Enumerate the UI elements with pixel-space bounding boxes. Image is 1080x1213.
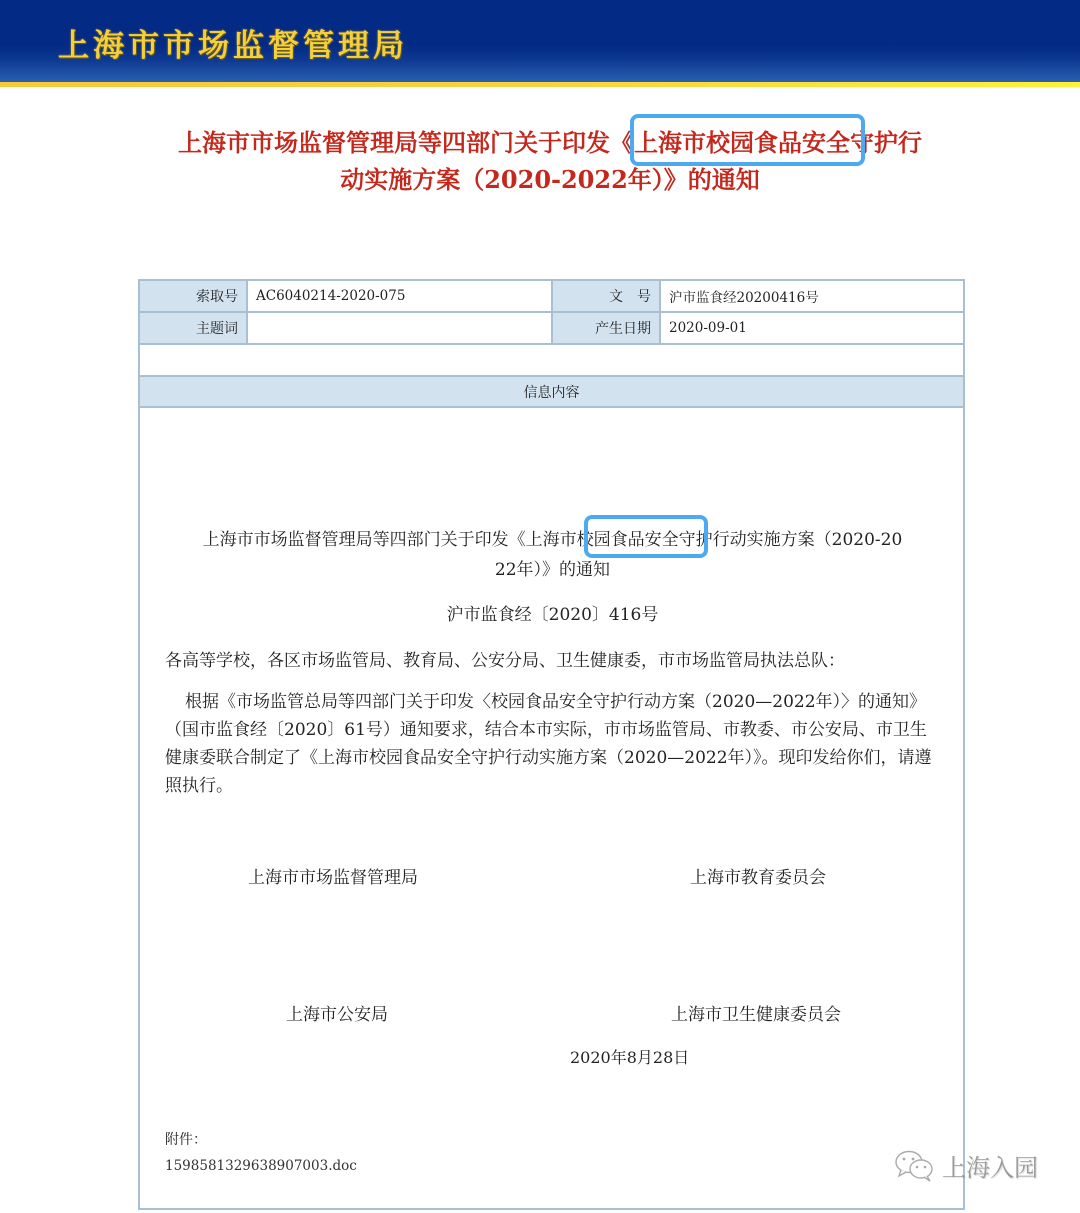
table-row <box>140 281 963 313</box>
value-created-date: 2020-09-01 <box>669 320 747 336</box>
document-recipients: 各高等学校，各区市场监管局、教育局、公安分局、卫生健康委，市市场监管局执法总队： <box>165 651 845 671</box>
label-index-number: 索取号 <box>140 281 248 311</box>
signer-education-commission: 上海市教育委员会 <box>690 868 826 888</box>
wechat-watermark <box>894 1148 1038 1183</box>
label-created-date: 产生日期 <box>553 313 661 343</box>
value-doc-number: 沪市监食经20200416号 <box>669 290 819 306</box>
label-keywords: 主题词 <box>140 313 248 343</box>
section-header-info-content: 信息内容 <box>140 377 963 406</box>
attachment-label: 附件： <box>165 1132 207 1148</box>
signer-market-regulation: 上海市市场监督管理局 <box>248 868 418 888</box>
banner-divider <box>0 82 1080 87</box>
document-number: 沪市监食经〔2020〕416号 <box>446 605 659 625</box>
document-body: 根据《市场监管总局等四部门关于印发〈校园食品安全守护行动方案（2020—2022年）〉的通知》（国市监食经〔2020〕61号）通知要求，结合本市实际，市市场监管局、市教委、市公安局、市卫生健康委联合制定了《上海市校园食品安全守护行动实施方案（2020—2022年）》。现印发给你们，请遵照执行。 <box>165 692 932 796</box>
value-keywords <box>248 313 553 343</box>
document-heading <box>165 525 940 585</box>
value-index-number: AC6040214-2020-075 <box>248 281 553 311</box>
watermark-text: 上海入园 <box>942 1154 1038 1182</box>
attachment-file-link[interactable]: 1598581329638907003.doc <box>165 1158 357 1174</box>
table-row <box>140 377 963 408</box>
label-doc-number: 文 号 <box>553 281 661 311</box>
wechat-icon <box>894 1149 936 1183</box>
site-banner <box>0 0 1080 82</box>
document-heading-line2: 22年）》的通知 <box>494 560 611 580</box>
site-title: 上海市市场监督管理局 <box>58 28 408 64</box>
document-heading-line1: 上海市市场监督管理局等四部门关于印发《上海市校园食品安全守护行动实施方案（2020-20 <box>202 530 903 550</box>
page-title-line1: 上海市市场监督管理局等四部门关于印发《上海市校园食品安全守护行 <box>178 128 922 157</box>
table-row <box>140 313 963 345</box>
table-spacer-row <box>140 345 963 377</box>
page-title <box>150 124 950 198</box>
signer-health-commission: 上海市卫生健康委员会 <box>671 1005 841 1025</box>
document-date: 2020年8月28日 <box>570 1048 690 1067</box>
signer-public-security: 上海市公安局 <box>286 1005 388 1025</box>
page-title-line2: 动实施方案（2020-2022年）》的通知 <box>340 165 760 194</box>
